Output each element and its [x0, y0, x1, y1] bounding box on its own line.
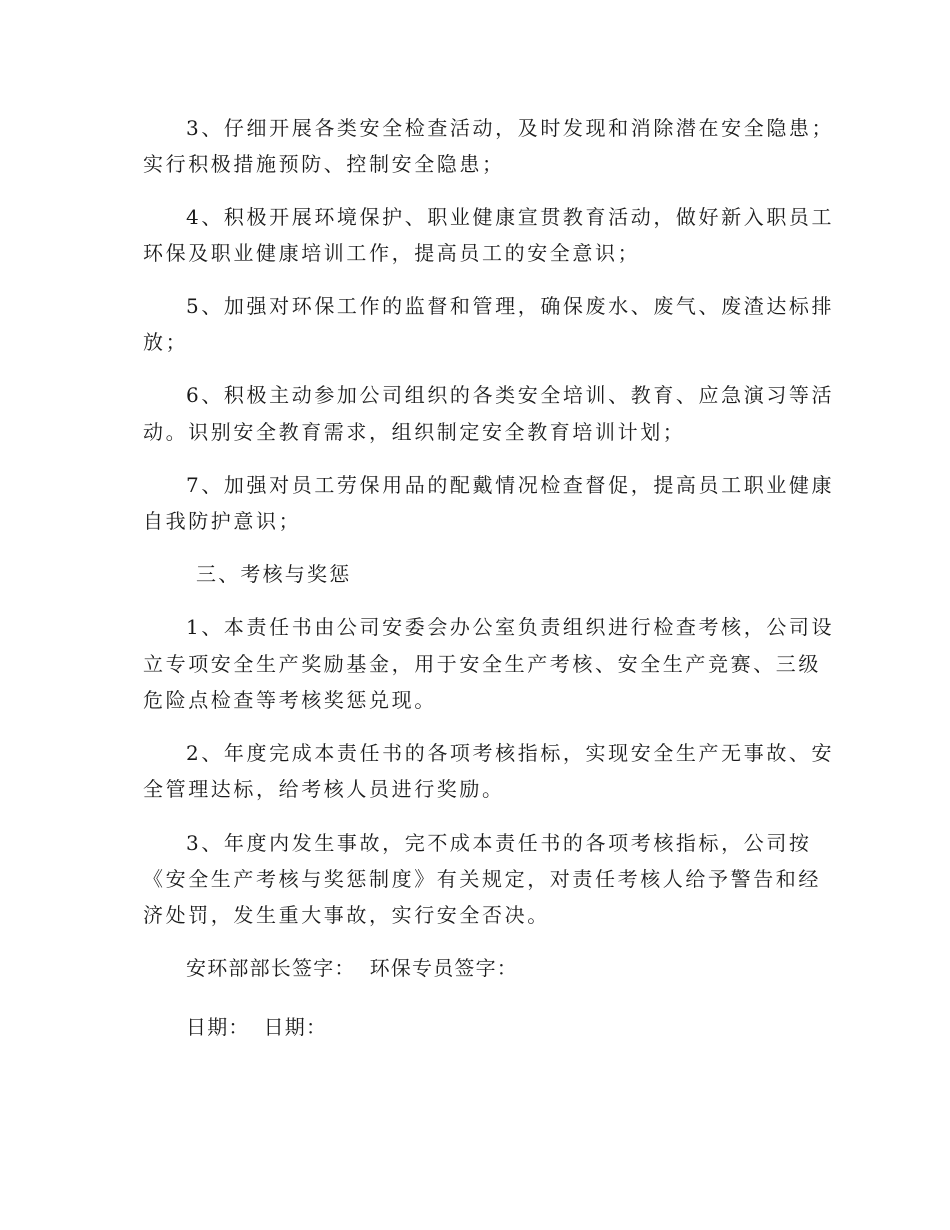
- paragraph-line: 动。识别安全教育需求，组织制定安全教育培训计划；: [143, 420, 686, 444]
- paragraph-line: 7、加强对员工劳保用品的配戴情况检查督促，提高员工职业健康: [186, 473, 835, 497]
- paragraph-line: 自我防护意识；: [143, 509, 302, 533]
- date-label-2: 日期：: [263, 1015, 328, 1039]
- paragraph-line: 6、积极主动参加公司组织的各类安全培训、教育、应急演习等活: [186, 383, 835, 407]
- paragraph-line: 1、本责任书由公司安委会办公室负责组织进行检查考核，公司设: [186, 615, 835, 639]
- date-label-1: 日期：: [186, 1015, 250, 1039]
- paragraph-line: 4、积极开展环境保护、职业健康宣贯教育活动，做好新入职员工: [186, 205, 835, 229]
- paragraph-line: 《安全生产考核与奖惩制度》有关规定，对责任考核人给予警告和经: [143, 867, 821, 891]
- paragraph-line: 实行积极措施预防、控制安全隐患；: [143, 152, 505, 176]
- paragraph-line: 济处罚，发生重大事故，实行安全否决。: [143, 903, 550, 927]
- paragraph-line: 全管理达标，给考核人员进行奖励。: [143, 777, 505, 801]
- paragraph-line: 5、加强对环保工作的监督和管理，确保废水、废气、废渣达标排: [186, 294, 835, 318]
- env-officer-signature-label: 环保专员签字：: [369, 956, 519, 980]
- paragraph-line: 3、年度内发生事故，完不成本责任书的各项考核指标，公司按: [186, 831, 812, 855]
- paragraph-line: 2、年度完成本责任书的各项考核指标，实现安全生产无事故、安: [186, 741, 835, 765]
- paragraph-line: 放；: [143, 330, 189, 354]
- paragraph-line: 立专项安全生产奖励基金，用于安全生产考核、安全生产竞赛、三级: [143, 652, 821, 676]
- section-heading: 三、考核与奖惩: [196, 562, 352, 586]
- dept-head-signature-label: 安环部部长签字：: [186, 956, 356, 980]
- paragraph-line: 环保及职业健康培训工作，提高员工的安全意识；: [143, 241, 641, 265]
- paragraph-line: 3、仔细开展各类安全检查活动，及时发现和消除潜在安全隐患；: [186, 116, 835, 140]
- date-row: [186, 1015, 327, 1039]
- paragraph-line: 危险点检查等考核奖惩兑现。: [143, 688, 437, 712]
- signature-row: [186, 956, 518, 980]
